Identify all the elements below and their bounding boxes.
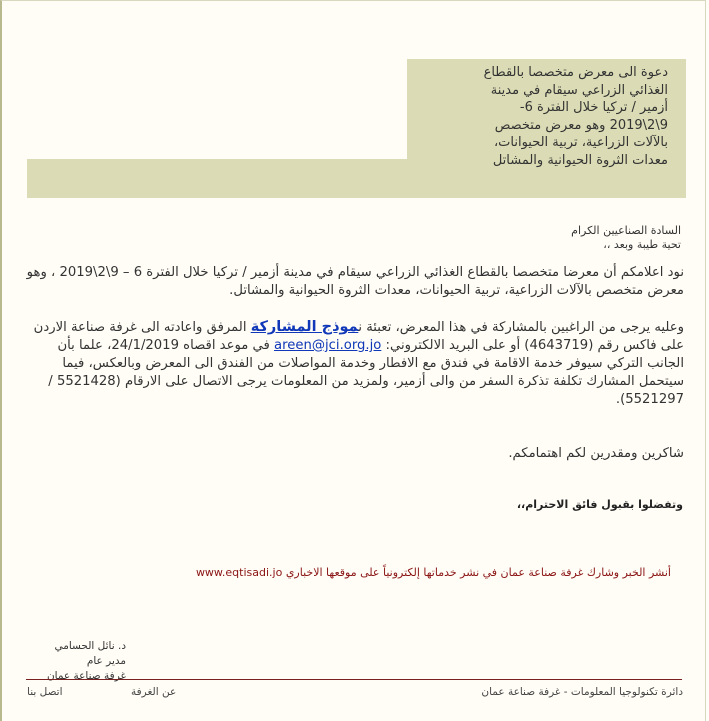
footer-dept: دائرة تكنولوجيا المعلومات - غرفة صناعة عمان bbox=[481, 686, 683, 698]
intro-paragraph: نود اعلامكم أن معرضا متخصصا بالقطاع الغذائي الزراعي سيقام في مدينة أزمير / تركيا خلال الفترة 6 – 9\2\2019 ، وهو معرض متخصص بالآلات الزراعية، تربية الحيوانات، معدات الثروة الحيوانية والمشاتل. bbox=[26, 265, 684, 298]
title-line: معدات الثروة الحيوانية والمشاتل bbox=[492, 152, 668, 168]
footer-divider bbox=[26, 679, 682, 680]
participation-paragraph bbox=[24, 318, 684, 409]
salutation-block bbox=[281, 224, 681, 252]
title-line: أزمير / تركيا خلال الفترة 6- bbox=[519, 100, 668, 115]
about-chamber-link[interactable]: عن الغرفة bbox=[131, 686, 177, 698]
thanks-text: شاكرين ومقدرين لكم اهتمامكم. bbox=[508, 446, 684, 461]
invitation-title bbox=[398, 64, 668, 169]
participation-text: وعليه يرجى من الراغبين بالمشاركة في هذا المعرض، تعبئة ن bbox=[358, 320, 684, 335]
promo-text: أنشر الخبر وشارك غرفة صناعة عمان في نشر خدماتها إلكترونياً على موقعها الاخباري bbox=[282, 566, 671, 579]
signatory-role: مدير عام bbox=[86, 655, 126, 667]
title-banner bbox=[27, 59, 686, 198]
participation-text: المرفق واعادته الى غرفة صناعة الاردن على فاكس رقم (4643719) أو على البريد الالكتروني: bbox=[33, 320, 684, 353]
contact-us-link[interactable]: اتصل بنا bbox=[27, 686, 63, 698]
eqtisadi-link[interactable]: www.eqtisadi.jo bbox=[195, 566, 283, 579]
participation-text: في موعد اقصاه 24/1/2019، علما بأن الجانب التركي سيوفر خدمة الاقامة في فندق مع الافطار وخدمة المواصلات من الفندق الى المعرض وبالعكس، فيما سيتحمل المشارك تكلفة تذكرة السفر من والى أزمير، ولمزيد من المعلومات يرجى الاتصال على الارقام (5521428 / 5521297). bbox=[48, 338, 684, 407]
email-link[interactable]: areen@jci.org.jo bbox=[274, 338, 382, 353]
greeting: تحية طيبة وبعد ،، bbox=[603, 238, 681, 251]
title-line: بالآلات الزراعية، تربية الحيوانات، bbox=[493, 135, 668, 150]
closing-text: وتفضلوا بقبول فائق الاحترام،، bbox=[516, 498, 683, 511]
salutation: السادة الصناعيين الكرام bbox=[571, 224, 681, 237]
promo-line bbox=[31, 566, 671, 579]
title-line: 9\2\2019 وهو معرض متخصص bbox=[494, 117, 668, 133]
title-line: الغذائي الزراعي سيقام في مدينة bbox=[490, 82, 668, 98]
banner-notch bbox=[27, 59, 407, 159]
title-line: دعوة الى معرض متخصصا بالقطاع bbox=[483, 65, 668, 80]
participation-form-link[interactable]: موذج المشاركة bbox=[250, 319, 359, 335]
signatory-org: غرفة صناعة عمان bbox=[46, 670, 126, 682]
signature-block bbox=[26, 639, 126, 684]
signatory-name: د. نائل الحسامي bbox=[54, 640, 126, 652]
